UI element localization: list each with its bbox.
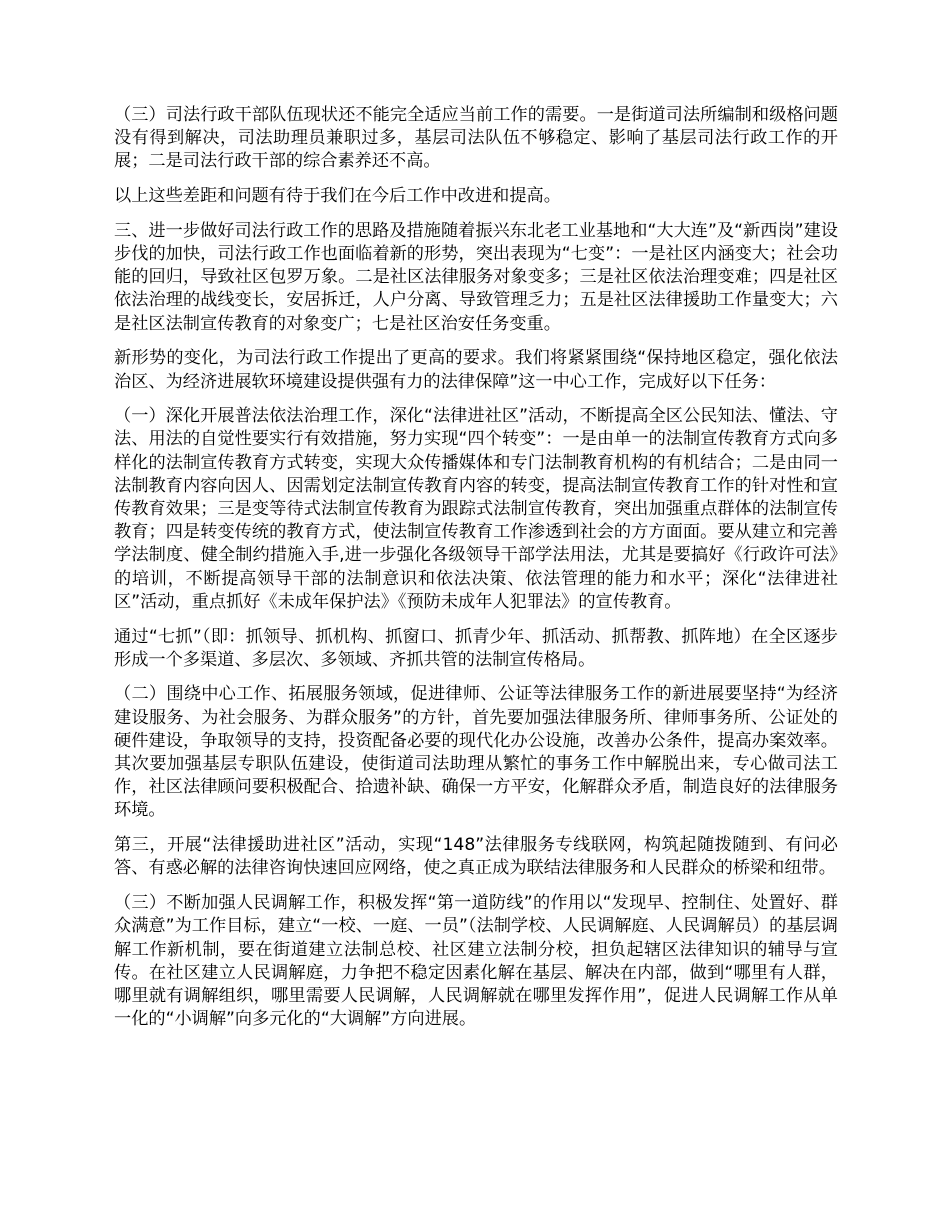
paragraph-seven-grasps: 通过“七抓”（即：抓领导、抓机构、抓窗口、抓青少年、抓活动、抓帮教、抓阵地）在全区逐步形成一个多渠道、多层次、多领域、齐抓共管的法制宣传格局。 [114, 626, 838, 670]
paragraph-legal-aid-community: 第三，开展“法律援助进社区”活动，实现“148”法律服务专线联网，构筑起随拨随到、有问必答、有惑必解的法律咨询快速回应网络，使之真正成为联结法律服务和人民群众的桥梁和纽带。 [114, 835, 838, 879]
paragraph-section-three-seven-changes: 三、进一步做好司法行政工作的思路及措施随着振兴东北老工业基地和“大大连”及“新西岗”建设步伐的加快，司法行政工作也面临着新的形势，突出表现为“七变”：一是社区内涵变大；社会功能的回归，导致社区包罗万象。二是社区法律服务对象变多；三是社区依法治理变难；四是社区依法治理的战线变长，安居拆迁，人户分离、导致管理乏力；五是社区法律援助工作量变大；六是社区法制宣传教育的对象变广；七是社区治安任务变重。 [114, 220, 838, 334]
paragraph-new-situation-tasks: 新形势的变化，为司法行政工作提出了更高的要求。我们将紧紧围绕“保持地区稳定，强化依法治区、为经济进展软环境建设提供强有力的法律保障”这一中心工作，完成好以下任务： [114, 348, 838, 392]
paragraph-people-mediation: （三）不断加强人民调解工作，积极发挥“第一道防线”的作用以“发现早、控制住、处置好、群众满意”为工作目标，建立“一校、一庭、一员”（法制学校、人民调解庭、人民调解员）的基层调解工作新机制，要在街道建立法制总校、社区建立法制分校，担负起辖区法律知识的辅导与宣传。在社区建立人民调解庭，力争把不稳定因素化解在基层、解决在内部，做到“哪里有人群，哪里就有调解组织，哪里需要人民调解，人民调解就在哪里发挥作用”，促进人民调解工作从单一化的“小调解”向多元化的“大调解”方向进展。 [114, 893, 838, 1030]
paragraph-legal-services: （二）围绕中心工作、拓展服务领域，促进律师、公证等法律服务工作的新进展要坚持“为经济建设服务、为社会服务、为群众服务”的方针，首先要加强法律服务所、律师事务所、公证处的硬件建设，争取领导的支持，投资配备必要的现代化办公设施，改善办公条件，提高办案效率。其次要加强基层专职队伍建设，使街道司法助理从繁忙的事务工作中解脱出来，专心做司法工作，社区法律顾问要积极配合、拾遗补缺、确保一方平安，化解群众矛盾，制造良好的法律服务环境。 [114, 684, 838, 821]
paragraph-judicial-staff-issues: （三）司法行政干部队伍现状还不能完全适应当前工作的需要。一是街道司法所编制和级格问题没有得到解决，司法助理员兼职过多，基层司法队伍不够稳定、影响了基层司法行政工作的开展；二是司法行政干部的综合素养还不高。 [114, 105, 838, 172]
paragraph-legal-education: （一）深化开展普法依法治理工作，深化“法律进社区”活动，不断提高全区公民知法、懂法、守法、用法的自觉性要实行有效措施，努力实现“四个转变”：一是由单一的法制宣传教育方式向多样化的法制宣传教育方式转变，实现大众传播媒体和专门法制教育机构的有机结合；二是由同一法制教育内容向因人、因需划定法制宣传教育内容的转变，提高法制宣传教育工作的针对性和宣传教育效果；三是变等待式法制宣传教育为跟踪式法制宣传教育，突出加强重点群体的法制宣传教育；四是转变传统的教育方式，使法制宣传教育工作渗透到社会的方方面面。要从建立和完善学法制度、健全制约措施入手,进一步强化各级领导干部学法用法，尤其是要搞好《行政许可法》的培训，不断提高领导干部的法制意识和依法决策、依法管理的能力和水平；深化“法律进社区”活动，重点抓好《未成年保护法》《预防未成年人犯罪法》的宣传教育。 [114, 406, 838, 612]
paragraph-improvement-note: 以上这些差距和问题有待于我们在今后工作中改进和提高。 [114, 186, 561, 207]
document-body [114, 104, 838, 1043]
